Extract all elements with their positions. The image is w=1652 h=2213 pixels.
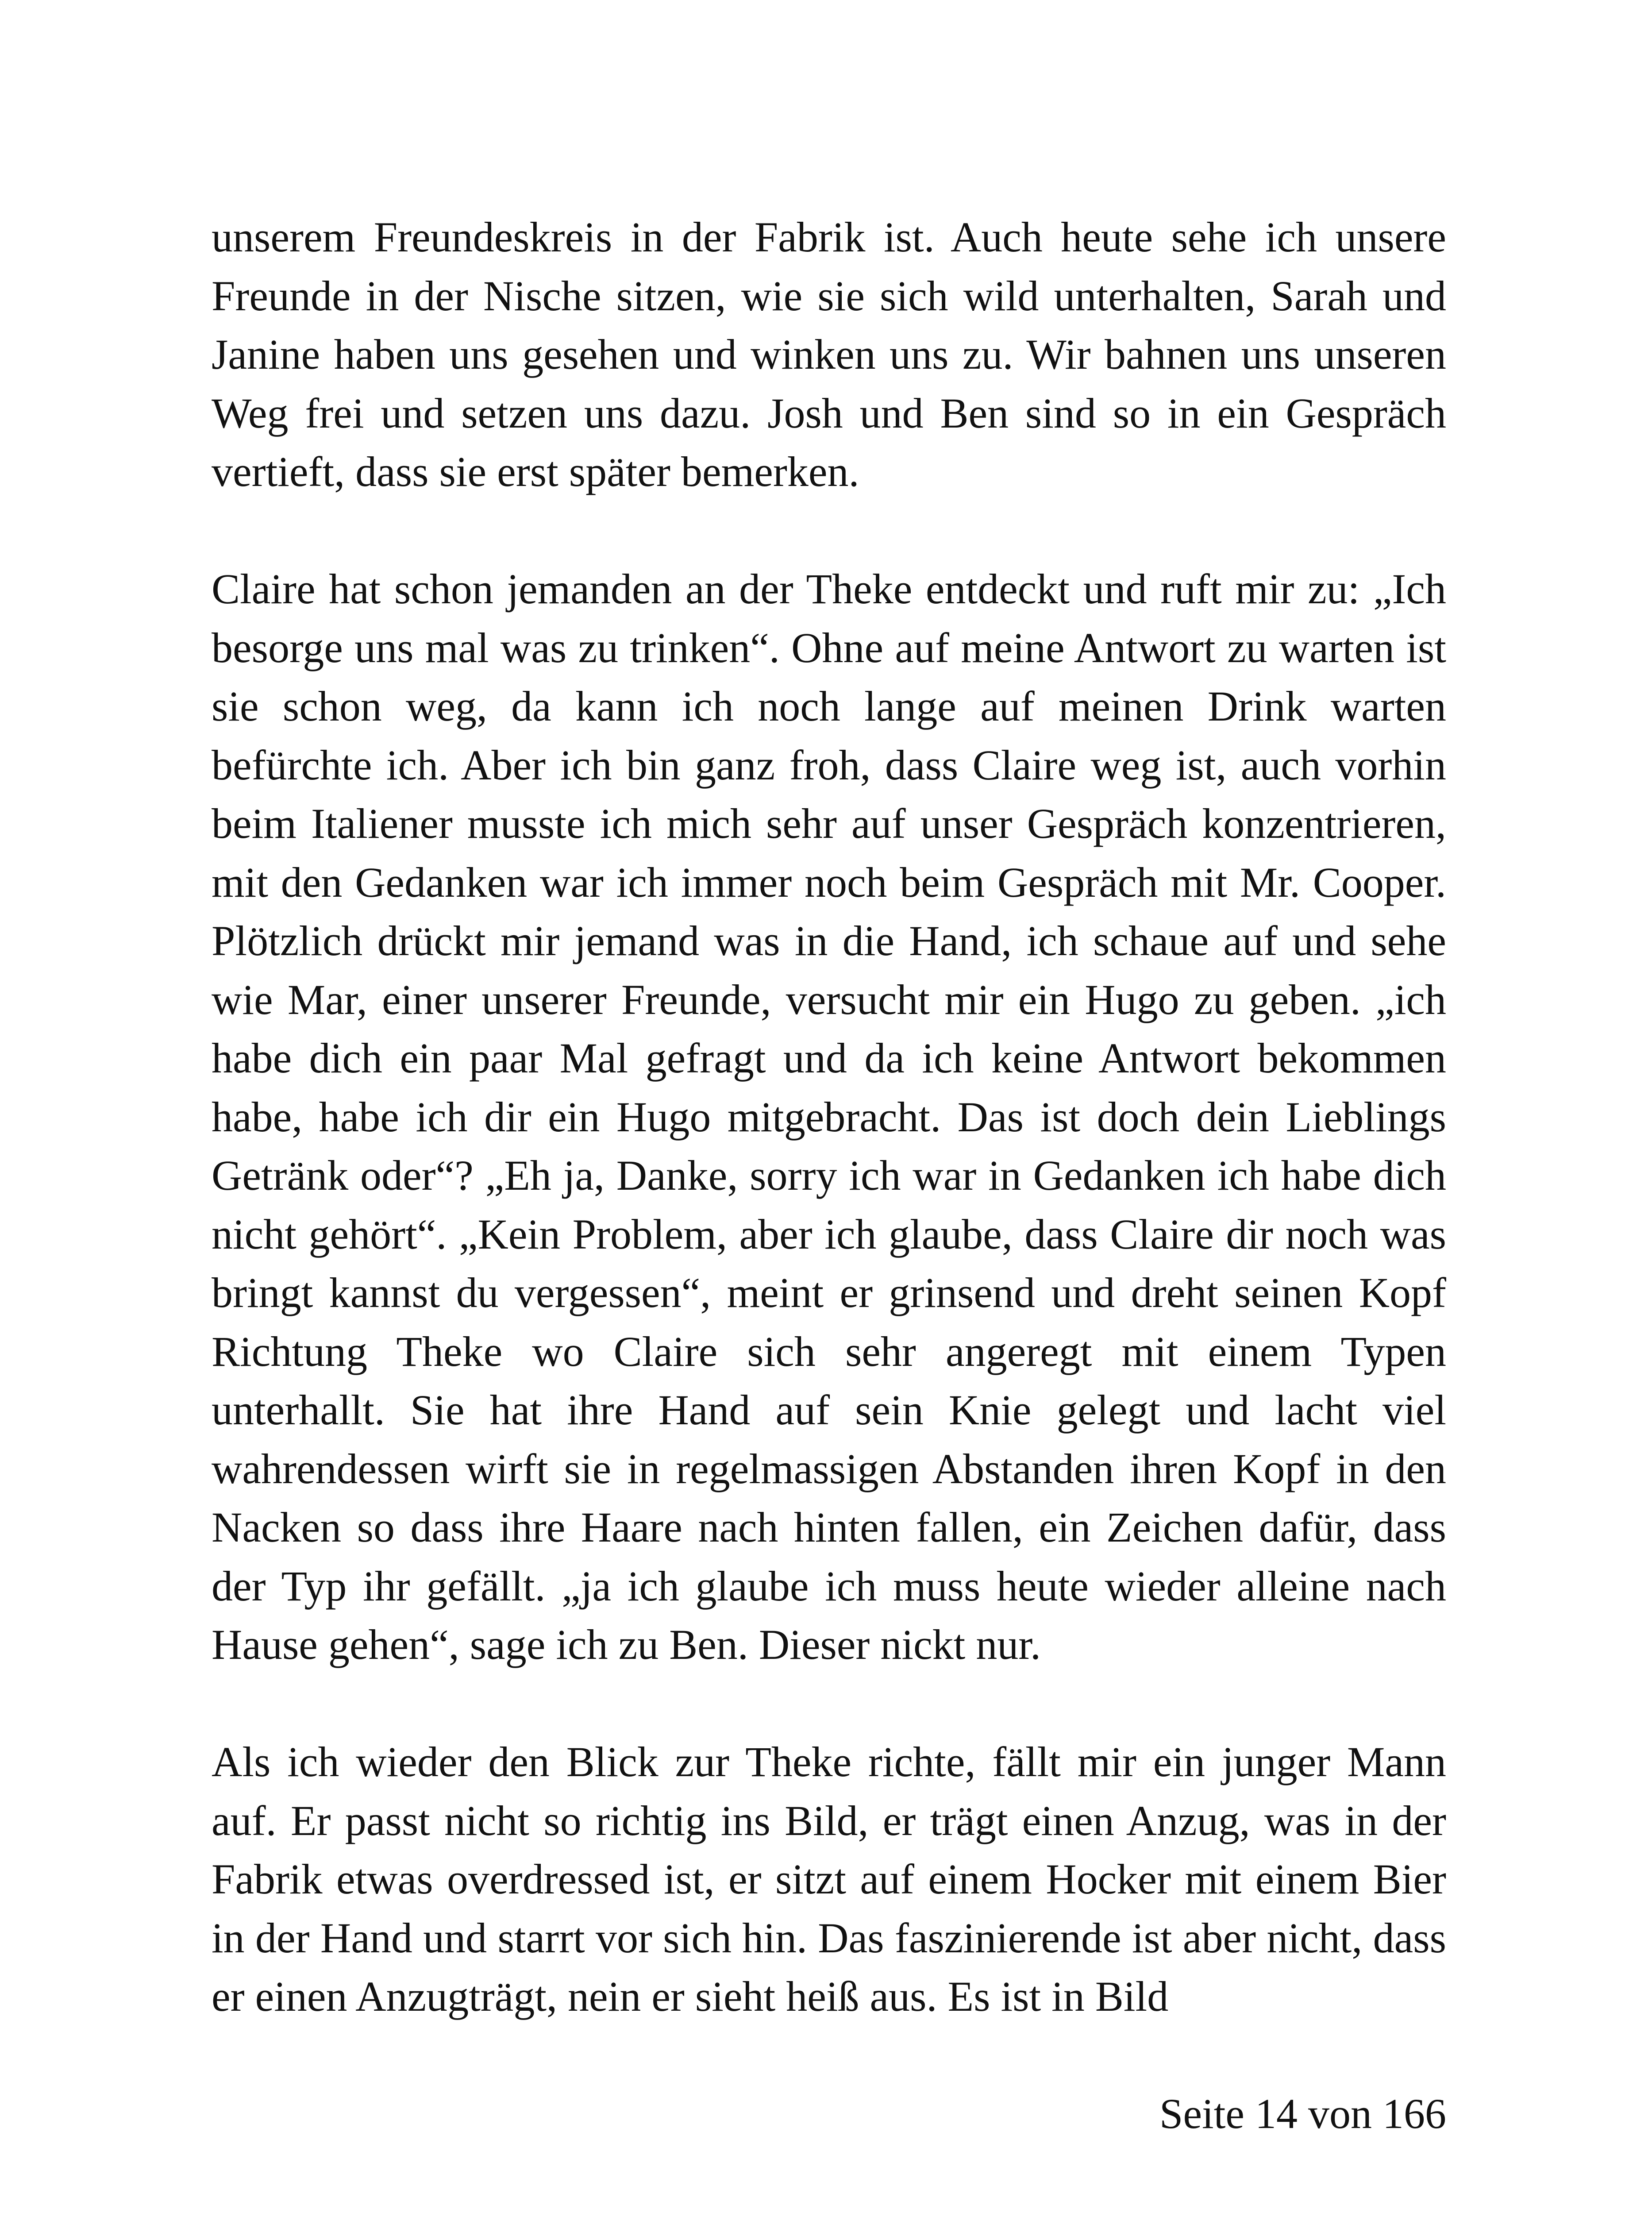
body-text xyxy=(212,208,1446,2026)
page-number: Seite 14 von 166 xyxy=(1159,2090,1446,2137)
paragraph-3: Als ich wieder den Blick zur Theke richte, fällt mir ein junger Mann auf. Er passt nicht so richtig ins Bild, er trägt einen Anzug, was in der Fabrik etwas overdressed ist, er sitzt auf einem Hocker mit einem Bier in der Hand und starrt vor sich hin. Das faszinierende ist aber nicht, dass er einen Anzugträgt, nein er sieht heiß aus. Es ist in Bild xyxy=(212,1738,1446,2020)
paragraph-1: unserem Freundeskreis in der Fabrik ist. Auch heute sehe ich unsere Freunde in der Nische sitzen, wie sie sich wild unterhalten, Sarah und Janine haben uns gesehen und winken uns zu. Wir bahnen uns unseren Weg frei und setzen uns dazu. Josh und Ben sind so in ein Gespräch vertieft, dass sie erst später bemerken. xyxy=(212,213,1446,495)
paragraph-2: Claire hat schon jemanden an der Theke entdeckt und ruft mir zu: „Ich besorge uns mal was zu trinken“. Ohne auf meine Antwort zu warten ist sie schon weg, da kann ich noch lange auf meinen Drink warten befürchte ich. Aber ich bin ganz froh, dass Claire weg ist, auch vorhin beim Italiener musste ich mich sehr auf unser Gespräch konzentrieren, mit den Gedanken war ich immer noch beim Gespräch mit Mr. Cooper. Plötzlich drückt mir jemand was in die Hand, ich schaue auf und sehe wie Mar, einer unserer Freunde, versucht mir ein Hugo zu geben. „ich habe dich ein paar Mal gefragt und da ich keine Antwort bekommen habe, habe ich dir ein Hugo mitgebracht. Das ist doch dein Lieblings Getränk oder“? „Eh ja, Danke, sorry ich war in Gedanken ich habe dich nicht gehört“. „Kein Problem, aber ich glaube, dass Claire dir noch was bringt kannst du vergessen“, meint er grinsend und dreht seinen Kopf Richtung Theke wo Claire sich sehr angeregt mit einem Typen unterhallt. Sie hat ihre Hand auf sein Knie gelegt und lacht viel wahrendessen wirft sie in regelmassigen Abstanden ihren Kopf in den Nacken so dass ihre Haare nach hinten fallen, ein Zeichen dafür, dass der Typ ihr gefällt. „ja ich glaube ich muss heute wieder alleine nach Hause gehen“, sage ich zu Ben. Dieser nickt nur. xyxy=(212,565,1446,1668)
